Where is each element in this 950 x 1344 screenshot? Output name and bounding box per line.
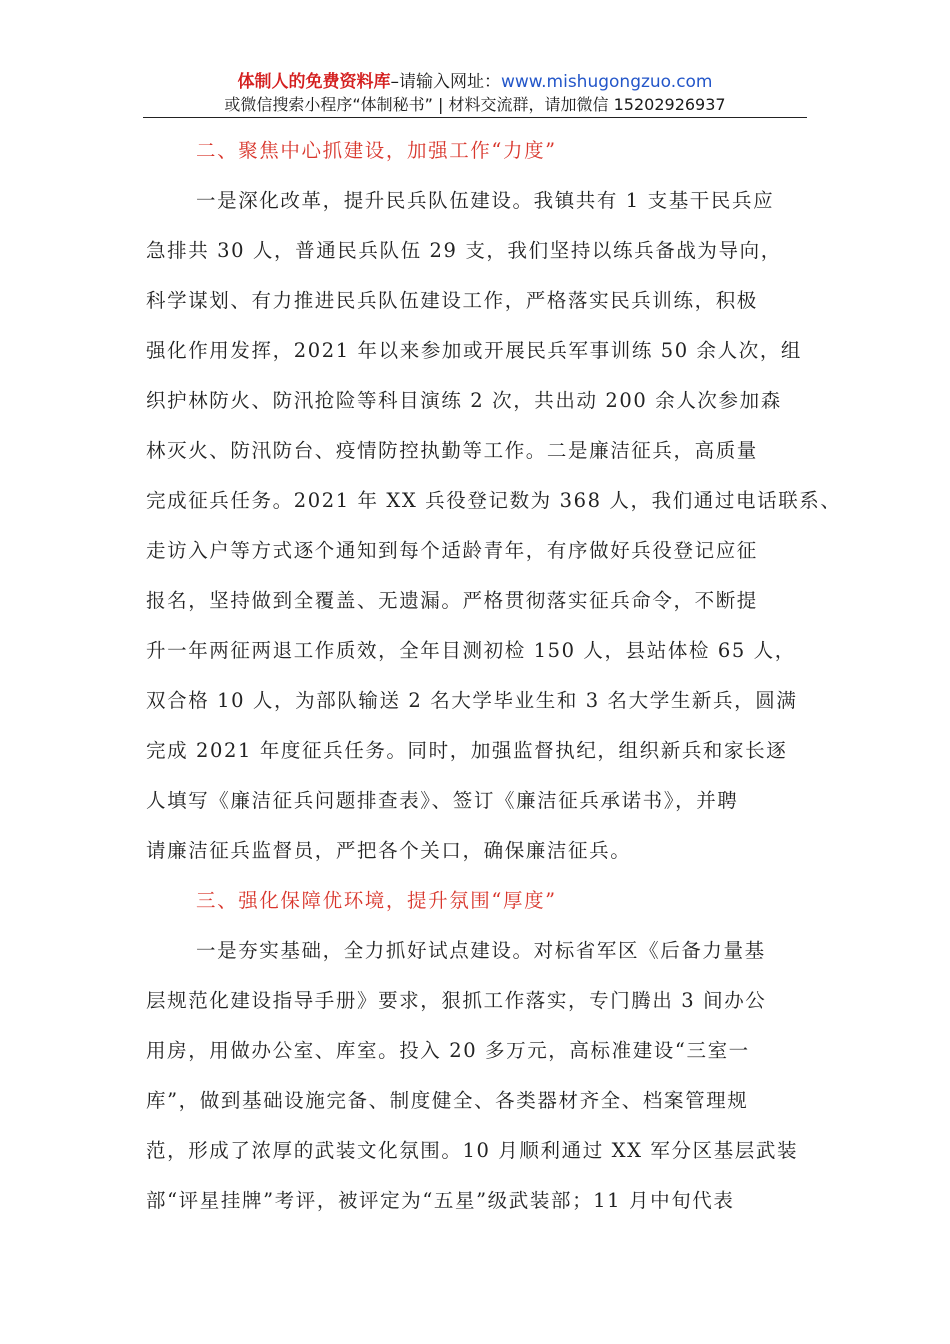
document-body bbox=[146, 126, 842, 1226]
paragraph-line: 林灭火、防汛防台、疫情防控执勤等工作。二是廉洁征兵，高质量 bbox=[146, 439, 758, 462]
paragraph-line: 走访入户等方式逐个通知到每个适龄青年，有序做好兵役登记应征 bbox=[146, 539, 758, 562]
page-header bbox=[143, 70, 807, 116]
paragraph-line: 强化作用发挥，2021 年以来参加或开展民兵军事训练 50 余人次，组 bbox=[146, 339, 803, 362]
paragraph-line: 范，形成了浓厚的武装文化氛围。10 月顺利通过 XX 军分区基层武装 bbox=[146, 1139, 799, 1162]
paragraph-line: 库”，做到基础设施完备、制度健全、各类器材齐全、档案管理规 bbox=[146, 1089, 749, 1112]
header-promo-line bbox=[143, 70, 807, 94]
paragraph-line: 人填写《廉洁征兵问题排查表》、签订《廉洁征兵承诺书》，并聘 bbox=[146, 789, 739, 812]
paragraph-line: 请廉洁征兵监督员，严把各个关口，确保廉洁征兵。 bbox=[146, 839, 632, 862]
paragraph-line: 科学谋划、有力推进民兵队伍建设工作，严格落实民兵训练，积极 bbox=[146, 289, 758, 312]
paragraph-line: 升一年两征两退工作质效，全年目测初检 150 人，县站体检 65 人， bbox=[146, 639, 796, 662]
paragraph-line: 一是夯实基础，全力抓好试点建设。对标省军区《后备力量基 bbox=[196, 939, 766, 962]
paragraph-line: 报名，坚持做到全覆盖、无遗漏。严格贯彻落实征兵命令，不断提 bbox=[146, 589, 758, 612]
paragraph-line: 层规范化建设指导手册》要求，狠抓工作落实，专门腾出 3 间办公 bbox=[146, 989, 767, 1012]
paragraph-line: 部“评星挂牌”考评，被评定为“五星”级武装部；11 月中旬代表 bbox=[146, 1189, 735, 1212]
paragraph-line: 一是深化改革，提升民兵队伍建设。我镇共有 1 支基干民兵应 bbox=[196, 189, 775, 212]
paragraph-line: 织护林防火、防汛抢险等科目演练 2 次，共出动 200 余人次参加森 bbox=[146, 389, 782, 412]
header-brand: 体制人的免费资料库 bbox=[237, 72, 391, 92]
paragraph-line: 双合格 10 人，为部队输送 2 名大学毕业生和 3 名大学生新兵，圆满 bbox=[146, 689, 798, 712]
paragraph-line: 急排共 30 人，普通民兵队伍 29 支，我们坚持以练兵备战为导向， bbox=[146, 239, 782, 262]
header-url-link[interactable]: www.mishugongzuo.com bbox=[500, 72, 713, 92]
paragraph-line: 完成 2021 年度征兵任务。同时，加强监督执纪，组织新兵和家长逐 bbox=[146, 739, 788, 762]
header-divider bbox=[143, 117, 807, 118]
paragraph-line: 用房，用做办公室、库室。投入 20 多万元，高标准建设“三室一 bbox=[146, 1039, 750, 1062]
paragraph-line: 完成征兵任务。2021 年 XX 兵役登记数为 368 人，我们通过电话联系、 bbox=[146, 489, 842, 512]
header-url-prompt: –请输入网址： bbox=[390, 72, 501, 92]
header-wechat-line: 或微信搜索小程序“体制秘书” | 材料交流群，请加微信 15202926937 bbox=[224, 95, 726, 114]
section-heading-2: 二、聚焦中心抓建设，加强工作“力度” bbox=[196, 139, 557, 162]
section-heading-3: 三、强化保障优环境，提升氛围“厚度” bbox=[196, 889, 557, 912]
